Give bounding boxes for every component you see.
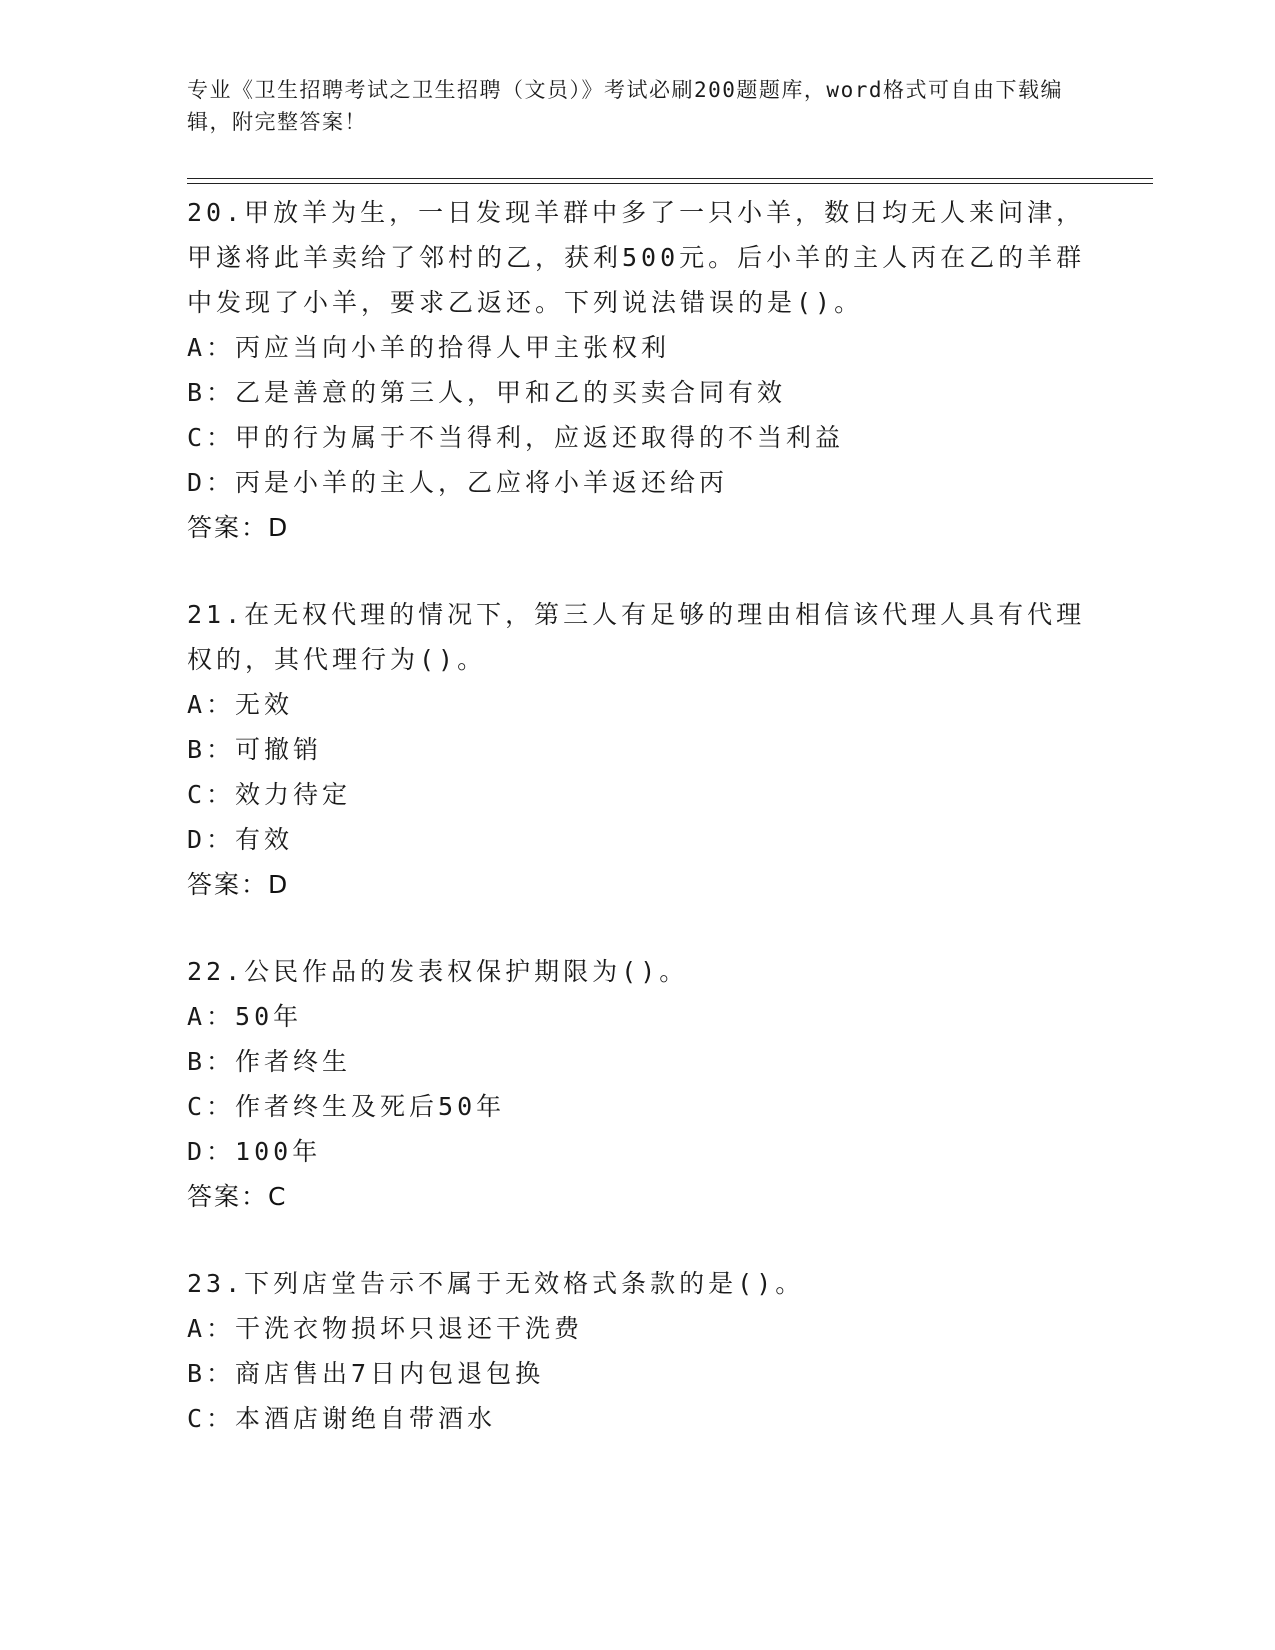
option-d: D：丙是小羊的主人，乙应将小羊返还给丙 [187,468,729,497]
option-a: A：干洗衣物损坏只退还干洗费 [187,1314,584,1343]
option-c: C：效力待定 [187,780,352,809]
question-20 [187,190,1087,550]
question-list [187,190,1087,1483]
question-22 [187,949,1087,1219]
option-c: C：作者终生及死后50年 [187,1092,506,1121]
question-stem: 22.公民作品的发表权保护期限为()。 [187,957,689,986]
option-d: D：100年 [187,1137,322,1166]
document-header: 专业《卫生招聘考试之卫生招聘（文员）》考试必刷200题题库，word格式可自由下载编辑，附完整答案！ [187,78,1063,134]
question-stem: 20.甲放羊为生，一日发现羊群中多了一只小羊，数日均无人来问津，甲遂将此羊卖给了邻村的乙，获利500元。后小羊的主人丙在乙的羊群中发现了小羊，要求乙返还。下列说法错误的是()。 [187,198,1086,317]
option-b: B：作者终生 [187,1047,352,1076]
question-stem: 23.下列店堂告示不属于无效格式条款的是()。 [187,1269,805,1298]
answer-line: 答案：D [187,513,290,542]
option-a: A：50年 [187,1002,303,1031]
answer-line: 答案：D [187,870,290,899]
header-divider-bottom [187,183,1153,184]
option-d: D：有效 [187,825,294,854]
header-divider-top [187,178,1153,179]
option-b: B：可撤销 [187,735,323,764]
option-c: C：本酒店谢绝自带酒水 [187,1404,497,1433]
question-23 [187,1261,1087,1441]
option-b: B：商店售出7日内包退包换 [187,1359,545,1388]
option-a: A：丙应当向小羊的拾得人甲主张权利 [187,333,671,362]
question-stem: 21.在无权代理的情况下，第三人有足够的理由相信该代理人具有代理权的，其代理行为()。 [187,600,1086,674]
question-21 [187,592,1087,907]
option-a: A：无效 [187,690,294,719]
answer-line: 答案：C [187,1182,288,1211]
option-b: B：乙是善意的第三人，甲和乙的买卖合同有效 [187,378,787,407]
option-c: C：甲的行为属于不当得利，应返还取得的不当利益 [187,423,845,452]
